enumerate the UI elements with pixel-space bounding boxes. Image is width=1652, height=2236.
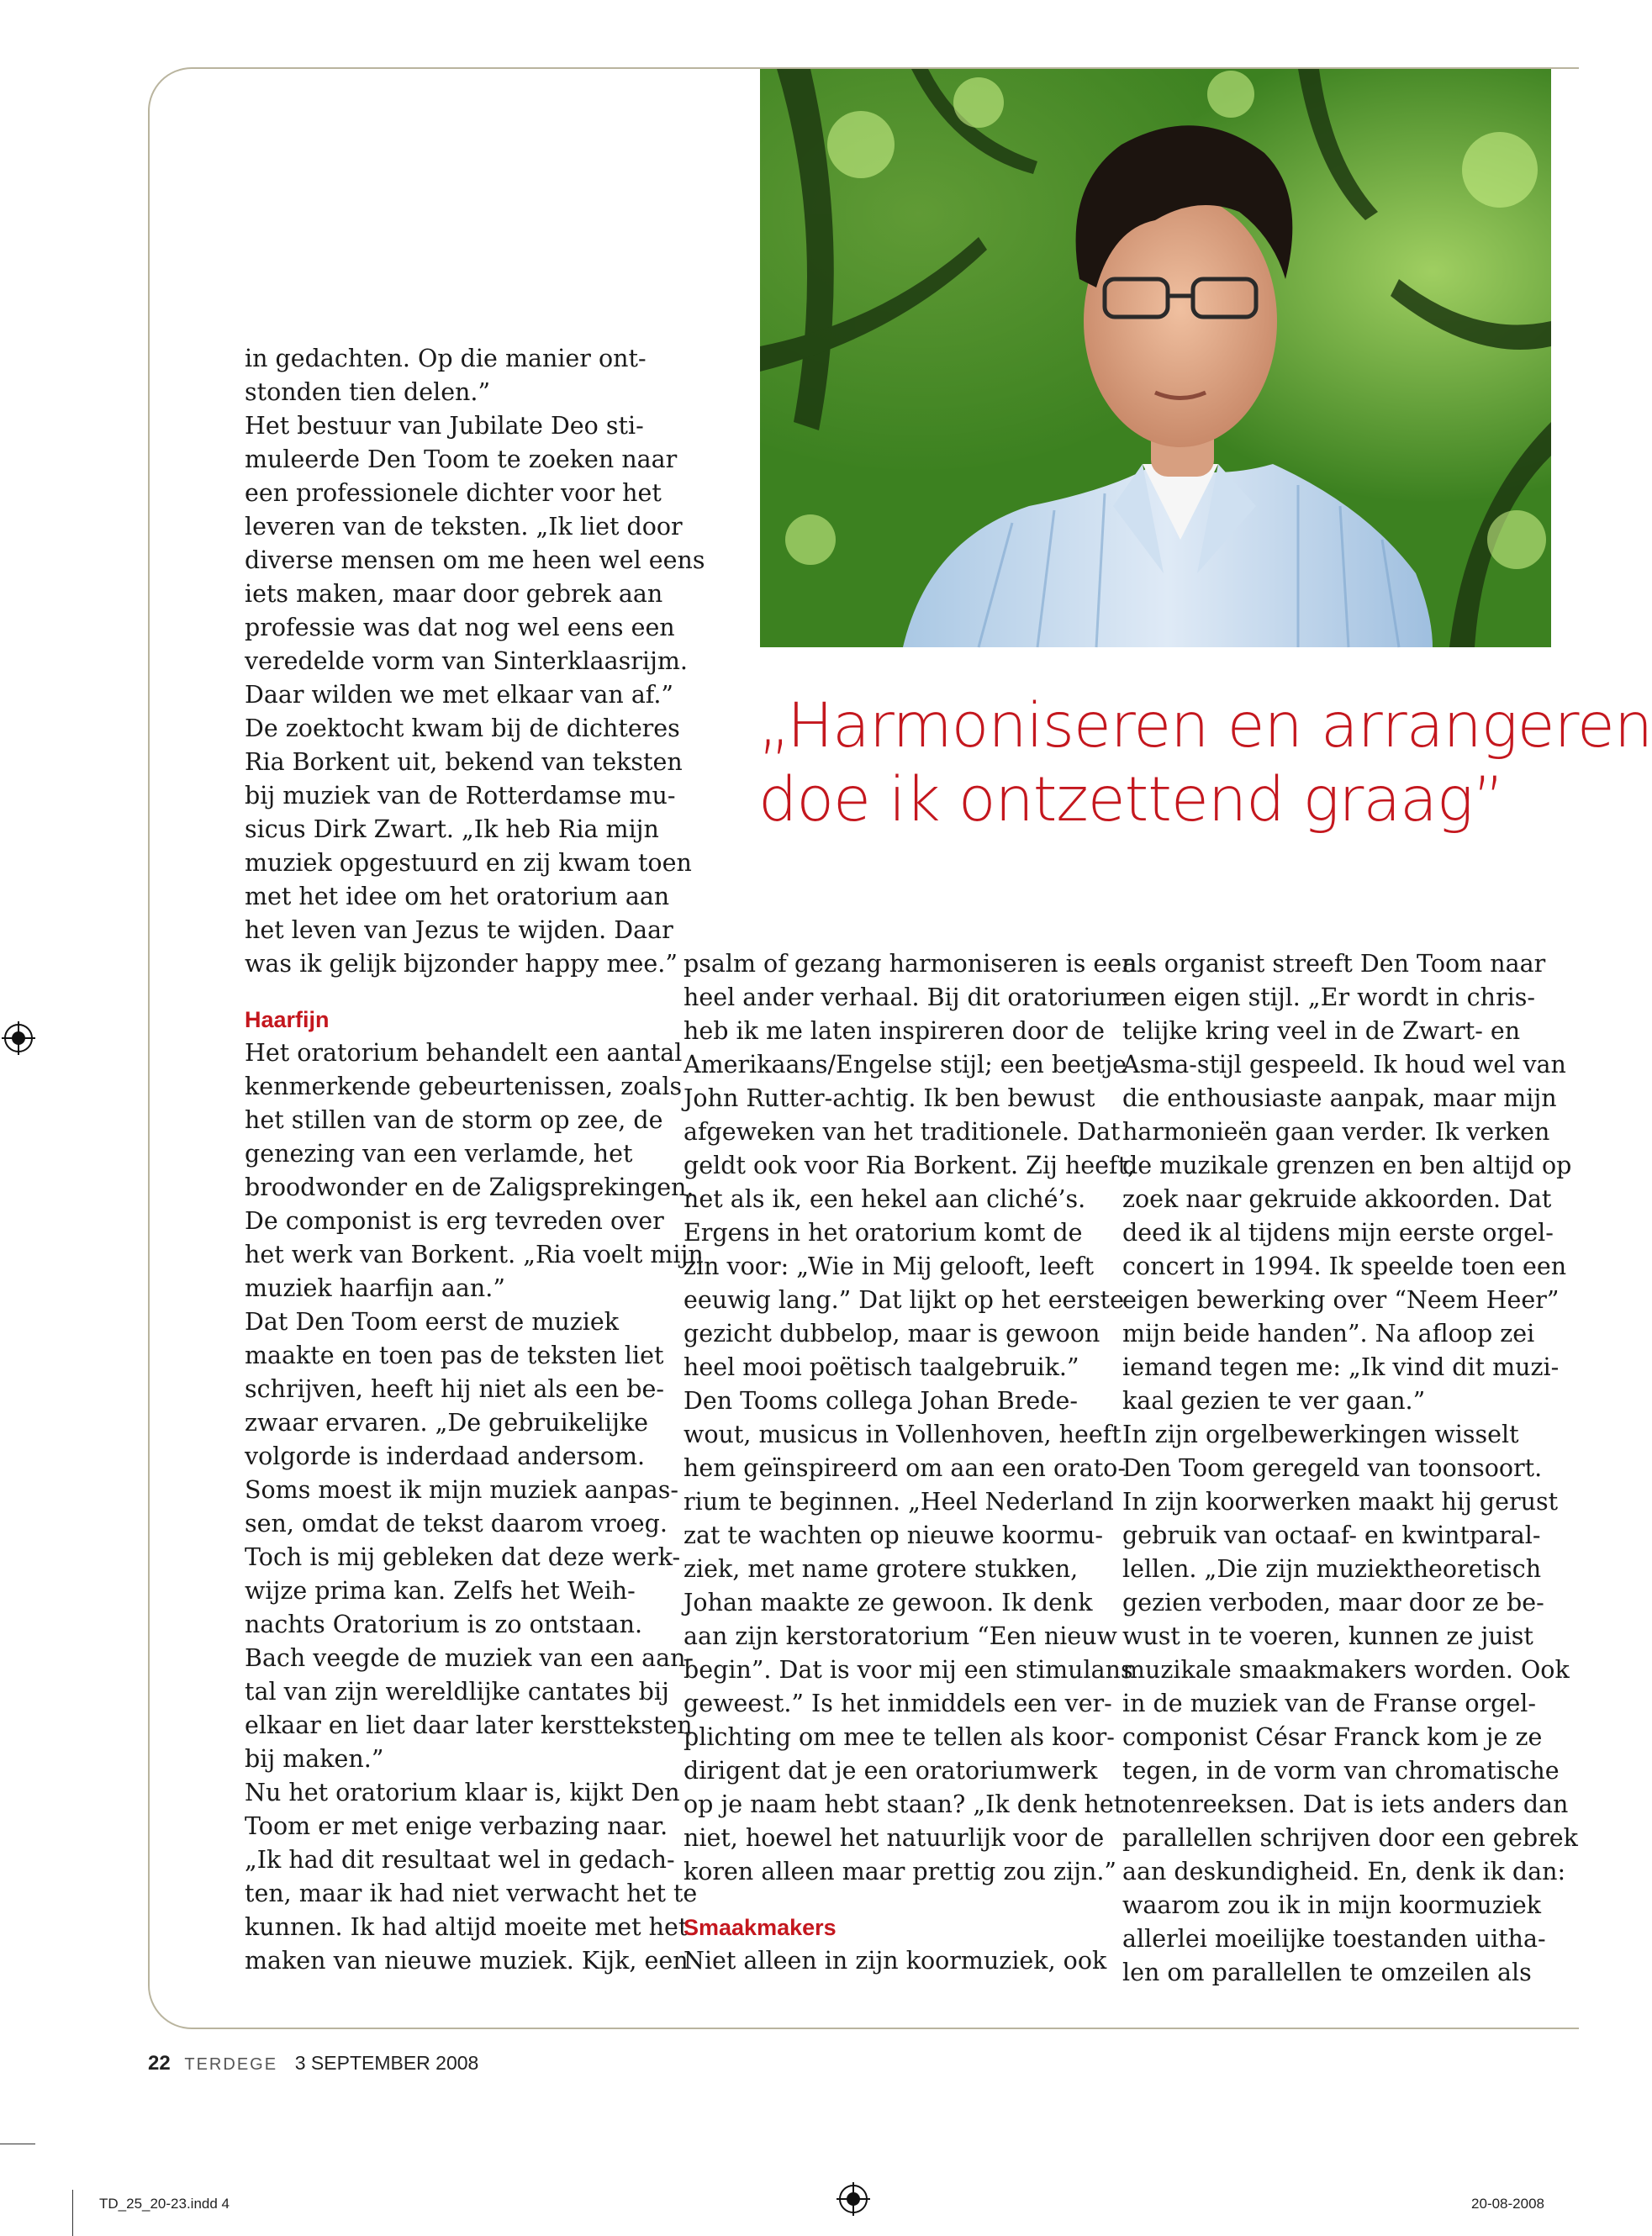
- body-text-line: eeuwig lang.” Dat lijkt op het eerste: [683, 1286, 1124, 1314]
- body-text-line: wijze prima kan. Zelfs het Weih-: [245, 1577, 636, 1605]
- body-text-line: Soms moest ik mijn muziek aanpas-: [245, 1476, 678, 1504]
- pull-quote-line: „Harmoniseren en arrangeren: [758, 690, 1652, 762]
- portrait-photo: [760, 69, 1551, 647]
- body-text-line: professie was dat nog wel eens een: [245, 614, 675, 641]
- portrait-photo-icon: [760, 69, 1551, 647]
- body-text-line: psalm of gezang harmoniseren is een: [683, 950, 1137, 978]
- body-text-line: Ergens in het oratorium komt de: [683, 1219, 1083, 1247]
- body-text-line: harmonieën gaan verder. Ik verken: [1122, 1118, 1550, 1146]
- section-heading: Haarfijn: [245, 1007, 330, 1032]
- body-text-line: parallellen schrijven door een gebrek: [1122, 1824, 1578, 1852]
- body-text-line: Asma-stijl gespeeld. Ik houd wel van: [1122, 1051, 1566, 1078]
- body-text-line: len om parallellen te omzeilen als: [1122, 1959, 1532, 1986]
- body-text-line: Toch is mij gebleken dat deze werk-: [245, 1543, 681, 1571]
- body-text-line: John Rutter-achtig. Ik ben bewust: [683, 1084, 1095, 1112]
- body-text-line: volgorde is inderdaad andersom.: [245, 1442, 646, 1470]
- body-text-line: De componist is erg tevreden over: [245, 1207, 664, 1235]
- body-text-line: op je naam hebt staan? „Ik denk het: [683, 1790, 1124, 1818]
- body-text-line: schrijven, heeft hij niet als een be-: [245, 1375, 665, 1403]
- body-text-line: sicus Dirk Zwart. „Ik heb Ria mijn: [245, 815, 659, 843]
- body-text-line: kenmerkende gebeurtenissen, zoals: [245, 1073, 683, 1100]
- registration-mark-icon: [2, 1021, 35, 1055]
- body-text-line: elkaar en liet daar later kerstteksten: [245, 1711, 693, 1739]
- body-text-line: het leven van Jezus te wijden. Daar: [245, 916, 673, 944]
- body-text-line: net als ik, een hekel aan cliché’s.: [683, 1185, 1086, 1213]
- body-text-line: die enthousiaste aanpak, maar mijn: [1122, 1084, 1557, 1112]
- body-text-line: Het bestuur van Jubilate Deo sti-: [245, 412, 644, 440]
- paragraph-gap: [683, 1889, 1137, 1911]
- body-text-line: zwaar ervaren. „De gebruikelijke: [245, 1409, 648, 1437]
- body-text-line: muzikale smaakmakers worden. Ook: [1122, 1656, 1570, 1684]
- body-text-line: iets maken, maar door gebrek aan: [245, 580, 663, 608]
- page-footer: [148, 2052, 478, 2075]
- slug-file: TD_25_20-23.indd 4: [99, 2196, 230, 2212]
- body-text-line: tegen, in de vorm van chromatische: [1122, 1757, 1560, 1785]
- body-text-line: heel ander verhaal. Bij dit oratorium: [683, 984, 1129, 1011]
- body-text-line: eigen bewerking over “Neem Heer”: [1122, 1286, 1560, 1314]
- article-column-3: [1122, 947, 1578, 1990]
- issue-date: 3 SEPTEMBER 2008: [294, 2052, 479, 2074]
- body-text-line: ten, maar ik had niet verwacht het te: [245, 1880, 698, 1907]
- slug-date: 20-08-2008: [1471, 2196, 1544, 2212]
- paragraph-gap: [245, 981, 705, 1003]
- body-text-line: heb ik me laten inspireren door de: [683, 1017, 1105, 1045]
- body-text-line: waarom zou ik in mijn koormuziek: [1122, 1891, 1542, 1919]
- body-text-line: een eigen stijl. „Er wordt in chris-: [1122, 984, 1535, 1011]
- body-text-line: Toom er met enige verbazing naar.: [245, 1812, 668, 1840]
- body-text-line: Dat Den Toom eerst de muziek: [245, 1308, 619, 1336]
- body-text-line: muziek opgestuurd en zij kwam toen: [245, 849, 692, 877]
- body-text-line: Niet alleen in zijn koormuziek, ook: [683, 1947, 1107, 1975]
- body-text-line: maakte en toen pas de teksten liet: [245, 1342, 664, 1369]
- body-text-line: deed ik al tijdens mijn eerste orgel-: [1122, 1219, 1554, 1247]
- section-heading: Smaakmakers: [683, 1915, 837, 1940]
- body-text-line: in de muziek van de Franse orgel-: [1122, 1690, 1537, 1717]
- body-text-line: heel mooi poëtisch taalgebruik.”: [683, 1353, 1079, 1381]
- body-text-line: Bach veegde de muziek van een aan-: [245, 1644, 694, 1672]
- body-text-line: aan deskundigheid. En, denk ik dan:: [1122, 1858, 1566, 1885]
- body-text-line: geldt ook voor Ria Borkent. Zij heeft,: [683, 1152, 1136, 1179]
- body-text-line: telijke kring veel in de Zwart- en: [1122, 1017, 1521, 1045]
- body-text-line: het werk van Borkent. „Ria voelt mijn: [245, 1241, 704, 1268]
- body-text-line: ziek, met name grotere stukken,: [683, 1555, 1079, 1583]
- body-text-line: zoek naar gekruide akkoorden. Dat: [1122, 1185, 1552, 1213]
- body-text-line: bij maken.”: [245, 1745, 384, 1773]
- body-text-line: In zijn orgelbewerkingen wisselt: [1122, 1421, 1519, 1448]
- body-text-line: plichting om mee te tellen als koor-: [683, 1723, 1115, 1751]
- body-text-line: het stillen van de storm op zee, de: [245, 1106, 663, 1134]
- body-text-line: een professionele dichter voor het: [245, 479, 662, 507]
- body-text-line: kunnen. Ik had altijd moeite met het: [245, 1913, 689, 1941]
- body-text-line: genezing van een verlamde, het: [245, 1140, 633, 1168]
- body-text-line: stonden tien delen.”: [245, 378, 491, 406]
- body-text-line: muziek haarfijn aan.”: [245, 1274, 505, 1302]
- page-number: 22: [148, 2052, 171, 2075]
- body-text-line: Nu het oratorium klaar is, kijkt Den: [245, 1779, 680, 1806]
- body-text-line: lellen. „Die zijn muziektheoretisch: [1122, 1555, 1542, 1583]
- body-text-line: begin”. Dat is voor mij een stimulans: [683, 1656, 1133, 1684]
- body-text-line: gebruik van octaaf- en kwintparal-: [1122, 1521, 1541, 1549]
- body-text-line: bij muziek van de Rotterdamse mu-: [245, 782, 676, 809]
- registration-mark-icon: [837, 2182, 870, 2216]
- body-text-line: tal van zijn wereldlijke cantates bij: [245, 1678, 669, 1706]
- body-text-line: rium te beginnen. „Heel Nederland: [683, 1488, 1114, 1516]
- body-text-line: kaal gezien te ver gaan.”: [1122, 1387, 1426, 1415]
- body-text-line: Daar wilden we met elkaar van af.”: [245, 681, 673, 709]
- body-text-line: afgeweken van het traditionele. Dat: [683, 1118, 1121, 1146]
- body-text-line: De zoektocht kwam bij de dichteres: [245, 715, 680, 742]
- body-text-line: veredelde vorm van Sinterklaasrijm.: [245, 647, 688, 675]
- body-text-line: de muzikale grenzen en ben altijd op: [1122, 1152, 1572, 1179]
- body-text-line: iemand tegen me: „Ik vind dit muzi-: [1122, 1353, 1560, 1381]
- body-text-line: diverse mensen om me heen wel eens: [245, 546, 705, 574]
- body-text-line: notenreeksen. Dat is iets anders dan: [1122, 1790, 1569, 1818]
- body-text-line: dirigent dat je een oratoriumwerk: [683, 1757, 1098, 1785]
- body-text-line: Den Tooms collega Johan Brede-: [683, 1387, 1078, 1415]
- body-text-line: sen, omdat de tekst daarom vroeg.: [245, 1510, 668, 1537]
- pull-quote-line: doe ik ontzettend graag”: [758, 764, 1504, 836]
- body-text-line: niet, hoewel het natuurlijk voor de: [683, 1824, 1105, 1852]
- body-text-line: mijn beide handen”. Na afloop zei: [1122, 1320, 1535, 1347]
- body-text-line: allerlei moeilijke toestanden uitha-: [1122, 1925, 1546, 1953]
- body-text-line: wust in te voeren, kunnen ze juist: [1122, 1622, 1533, 1650]
- body-text-line: gezien verboden, maar door ze be-: [1122, 1589, 1544, 1616]
- body-text-line: zin voor: „Wie in Mij gelooft, leeft: [683, 1252, 1095, 1280]
- body-text-line: geweest.” Is het inmiddels een ver-: [683, 1690, 1112, 1717]
- body-text-line: componist César Franck kom je ze: [1122, 1723, 1543, 1751]
- body-text-line: met het idee om het oratorium aan: [245, 883, 670, 910]
- body-text-line: Den Toom geregeld van toonsoort.: [1122, 1454, 1543, 1482]
- pull-quote: [758, 689, 1652, 837]
- body-text-line: concert in 1994. Ik speelde toen een: [1122, 1252, 1567, 1280]
- body-text-line: Johan maakte ze gewoon. Ik denk: [683, 1589, 1093, 1616]
- body-text-line: nachts Oratorium is zo ontstaan.: [245, 1611, 643, 1638]
- body-text-line: Amerikaans/Engelse stijl; een beetje: [683, 1051, 1127, 1078]
- body-text-line: Ria Borkent uit, bekend van teksten: [245, 748, 683, 776]
- body-text-line: zat te wachten op nieuwe koormu-: [683, 1521, 1104, 1549]
- body-text-line: In zijn koorwerken maakt hij gerust: [1122, 1488, 1559, 1516]
- body-text-line: als organist streeft Den Toom naar: [1122, 950, 1546, 978]
- body-text-line: aan zijn kerstoratorium “Een nieuw: [683, 1622, 1117, 1650]
- magazine-name: TERDEGE: [184, 2055, 278, 2074]
- body-text-line: „Ik had dit resultaat wel in gedach-: [245, 1846, 675, 1874]
- body-text-line: was ik gelijk bijzonder happy mee.”: [245, 950, 678, 978]
- body-text-line: wout, musicus in Vollenhoven, heeft: [683, 1421, 1122, 1448]
- body-text-line: in gedachten. Op die manier ont-: [245, 345, 647, 372]
- body-text-line: koren alleen maar prettig zou zijn.”: [683, 1858, 1116, 1885]
- article-column-1: [245, 342, 705, 1978]
- article-column-2: [683, 947, 1137, 1978]
- body-text-line: leveren van de teksten. „Ik liet door: [245, 513, 683, 541]
- body-text-line: Het oratorium behandelt een aantal: [245, 1039, 683, 1067]
- body-text-line: gezicht dubbelop, maar is gewoon: [683, 1320, 1100, 1347]
- body-text-line: broodwonder en de Zaligsprekingen.: [245, 1173, 694, 1201]
- body-text-line: hem geïnspireerd om aan een orato-: [683, 1454, 1126, 1482]
- body-text-line: muleerde Den Toom te zoeken naar: [245, 446, 678, 473]
- body-text-line: maken van nieuwe muziek. Kijk, een: [245, 1947, 689, 1975]
- crop-mark: [72, 2190, 73, 2236]
